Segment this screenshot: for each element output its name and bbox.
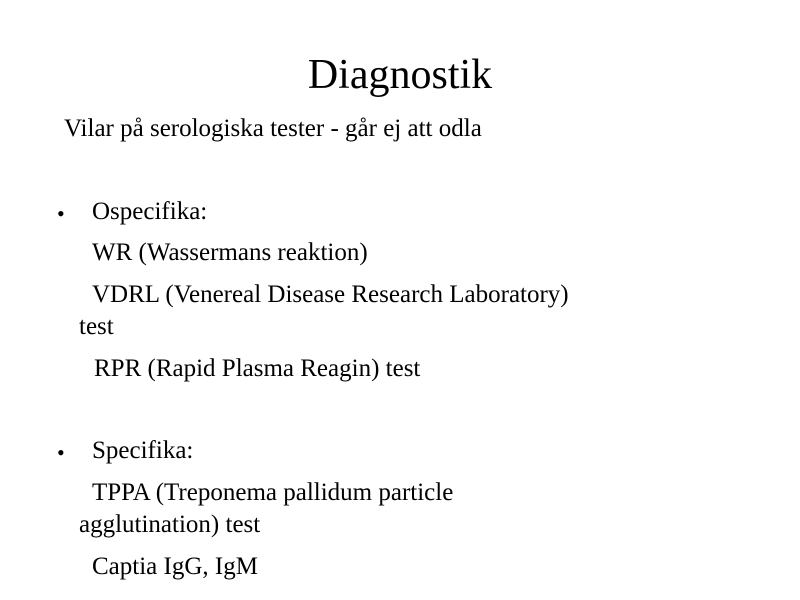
list-item: RPR (Rapid Plasma Reagin) test	[94, 355, 421, 382]
bullet-icon: •	[57, 440, 65, 465]
list-item: test	[79, 313, 114, 340]
list-item: agglutination) test	[79, 511, 261, 538]
list-item: Captia IgG, IgM	[92, 553, 258, 580]
bullet-specifika	[0, 435, 800, 467]
section-heading-specifika: Specifika:	[92, 437, 194, 464]
slide-title: Diagnostik	[307, 52, 493, 98]
bullet-icon: •	[57, 201, 65, 226]
list-item: TPPA (Treponema pallidum particle	[92, 479, 454, 506]
section-heading-ospecifika: Ospecifika:	[92, 198, 208, 225]
list-item: VDRL (Venereal Disease Research Laboratory)	[92, 281, 569, 308]
bullet-ospecifika	[0, 196, 800, 228]
intro-text: Vilar på serologiska tester - går ej att odla	[64, 115, 482, 142]
list-item: WR (Wassermans reaktion)	[92, 239, 368, 266]
